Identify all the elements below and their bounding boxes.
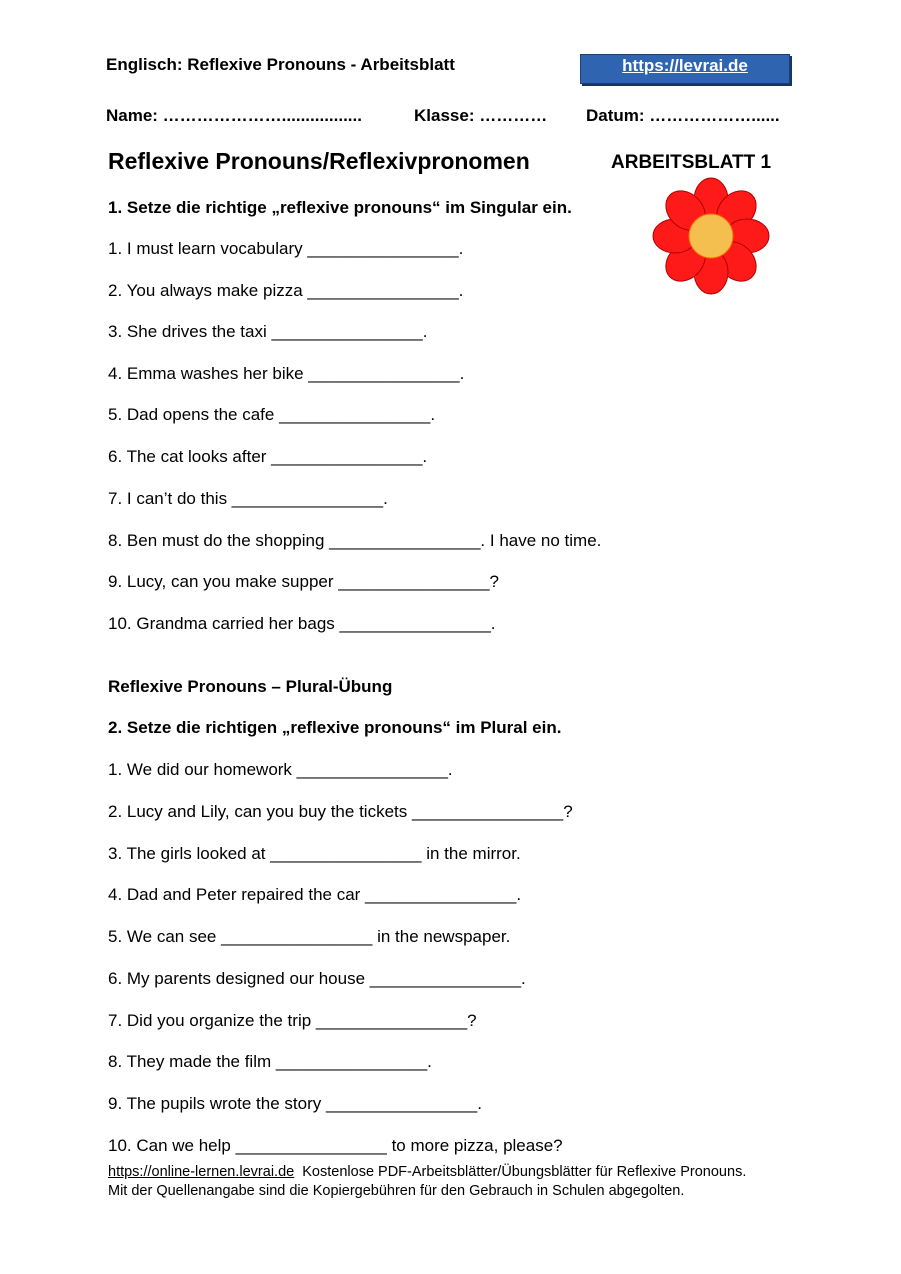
exercise-item: 1. I must learn vocabulary ________________.: [108, 239, 464, 258]
datum-field[interactable]: Datum: ………………......: [586, 106, 780, 125]
section1-instruction: 1. Setze die richtige „reflexive pronouns“ im Singular ein.: [108, 198, 572, 217]
footer-text-1: Kostenlose PDF-Arbeitsblätter/Übungsblätter für Reflexive Pronouns.: [302, 1164, 747, 1180]
exercise-item: 1. We did our homework ________________.: [108, 760, 453, 779]
section2-heading: Reflexive Pronouns – Plural-Übung: [108, 677, 393, 696]
exercise-item: 4. Emma washes her bike ________________.: [108, 364, 465, 383]
exercise-item: 9. Lucy, can you make supper ________________?: [108, 572, 499, 591]
exercise-item: 8. They made the film ________________.: [108, 1052, 432, 1071]
document-header-title: Englisch: Reflexive Pronouns - Arbeitsblatt: [106, 55, 455, 74]
site-link-button[interactable]: https://levrai.de: [580, 54, 790, 84]
name-field[interactable]: Name: ………………….................: [106, 106, 362, 125]
exercise-item: 10. Grandma carried her bags ________________.: [108, 614, 496, 633]
exercise-item: 3. She drives the taxi ________________.: [108, 322, 428, 341]
worksheet-title: Reflexive Pronouns/Reflexivpronomen: [108, 148, 530, 174]
exercise-item: 6. The cat looks after ________________.: [108, 447, 428, 466]
exercise-item: 5. Dad opens the cafe ________________.: [108, 405, 436, 424]
exercise-item: 3. The girls looked at ________________ in the mirror.: [108, 844, 521, 863]
worksheet-label: ARBEITSBLATT 1: [611, 152, 772, 173]
exercise-item: 2. You always make pizza ________________.: [108, 281, 464, 300]
footer-line-1: [108, 1164, 746, 1180]
exercise-item: 7. I can’t do this ________________.: [108, 489, 388, 508]
klasse-field[interactable]: Klasse: …………: [414, 106, 548, 125]
flower-icon: [652, 177, 770, 295]
exercise-item: 7. Did you organize the trip ________________?: [108, 1011, 477, 1030]
footer-text-2: Mit der Quellenangabe sind die Kopiergebühren für den Gebrauch in Schulen abgegolten.: [108, 1183, 685, 1199]
exercise-item: 4. Dad and Peter repaired the car ________________.: [108, 885, 522, 904]
exercise-item: 8. Ben must do the shopping ________________. I have no time.: [108, 531, 602, 550]
exercise-item: 5. We can see ________________ in the newspaper.: [108, 927, 511, 946]
footer-link[interactable]: https://online-lernen.levrai.de: [108, 1164, 295, 1180]
exercise-item: 6. My parents designed our house ________________.: [108, 969, 526, 988]
exercise-item: 9. The pupils wrote the story ________________.: [108, 1094, 482, 1113]
section2-instruction: 2. Setze die richtigen „reflexive pronouns“ im Plural ein.: [108, 718, 562, 737]
exercise-item: 10. Can we help ________________ to more pizza, please?: [108, 1136, 563, 1155]
exercise-item: 2. Lucy and Lily, can you buy the tickets ________________?: [108, 802, 573, 821]
